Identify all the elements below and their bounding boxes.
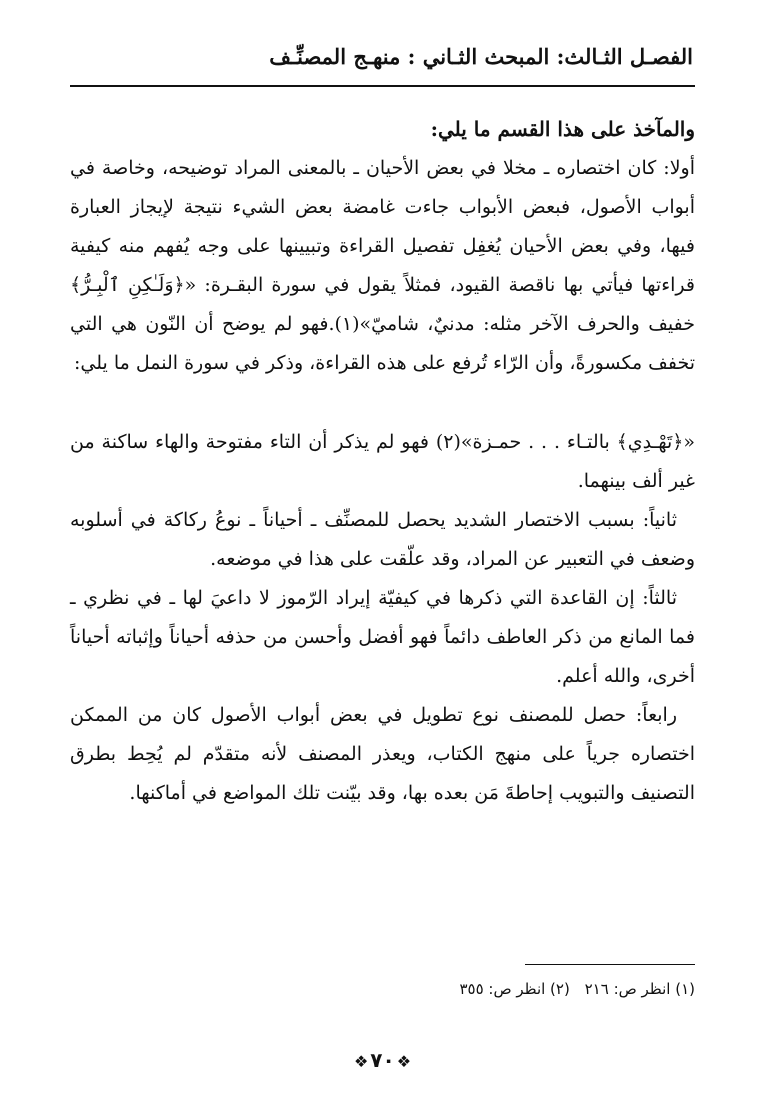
paragraph-third-point: ثالثاً: إن القاعدة التي ذكرها في كيفيّة إيراد الرّموز لا داعيَ لها ـ في نظري ـ فما المانع من ذكر العاطف دائماً فهو أفضل وأحسن من حذفه أحياناً وإثباته أحياناً أخرى، والله أعلم.: [70, 587, 695, 687]
running-header: الفصـل الثـالث: المبحث الثـاني : منهـج المصنِّـف: [269, 44, 693, 69]
paragraph-quote-naml: «﴿تَهْـدِي﴾ بالتـاء . . . حمـزة»(٢) فهو لم يذكر أن التاء مفتوحة والهاء ساكنة من غير ألف بينهما.: [70, 431, 695, 492]
footnote-1: (١) انظر ص: ٢١٦: [584, 980, 695, 998]
paragraph-fourth-point: رابعاً: حصل للمصنف نوع تطويل في بعض أبواب الأصول كان من الممكن اختصاره جرياً على منهج الكتاب، ويعذر المصنف لأنه متقدّم لم يُحِط بطرق التصنيف والتبويب إحاطةَ مَن بعده بها، وقد بيّنت تلك المواضع في أماكنها.: [70, 704, 695, 804]
page-number: ٧٠: [370, 1048, 395, 1072]
footnote-divider: [525, 964, 695, 965]
paragraph-gap: [70, 383, 695, 423]
section-heading: والمآخذ على هذا القسم ما يلي:: [430, 117, 695, 141]
header-divider: [70, 85, 695, 87]
book-page: [70, 30, 695, 1090]
paragraph-second-point: ثانياً: بسبب الاختصار الشديد يحصل للمصنِّف ـ أحياناً ـ نوعُ ركاكة في أسلوبه وضعف في التعبير عن المراد، وقد علّقت على هذا في موضعه.: [70, 509, 695, 570]
ornament-icon: ❖: [353, 1052, 369, 1071]
footnotes: [449, 980, 695, 998]
footnote-2: (٢) انظر ص: ٣٥٥: [459, 980, 570, 998]
page-number-block: [70, 1048, 695, 1072]
ornament-icon: ❖: [396, 1052, 412, 1071]
page-body: [70, 110, 695, 813]
paragraph-first-point: أولا: كان اختصاره ـ مخلا في بعض الأحيان ـ بالمعنى المراد توضيحه، وخاصة في أبواب الأصول، فبعض الأبواب جاءت غامضة بعض الشيء نتيجة لإيجاز العبارة فيها، وفي بعض الأحيان يُغفِل تفصيل القراءة وتبيينها على وجه يُفهم منه كيفية قراءتها فيأتي بها ناقصة القيود، فمثلاً يقول في سورة البقـرة: «﴿وَلَـٰكِنِ ٱلْبِـرُّ﴾ خفيف والحرف الآخر مثله: مدنيٌ، شاميّ»(١).فهو لم يوضح أن النّون هي التي تخفف مكسورةً، وأن الرّاء تُرفع على هذه القراءة، وذكر في سورة النمل ما يلي:: [70, 157, 695, 374]
